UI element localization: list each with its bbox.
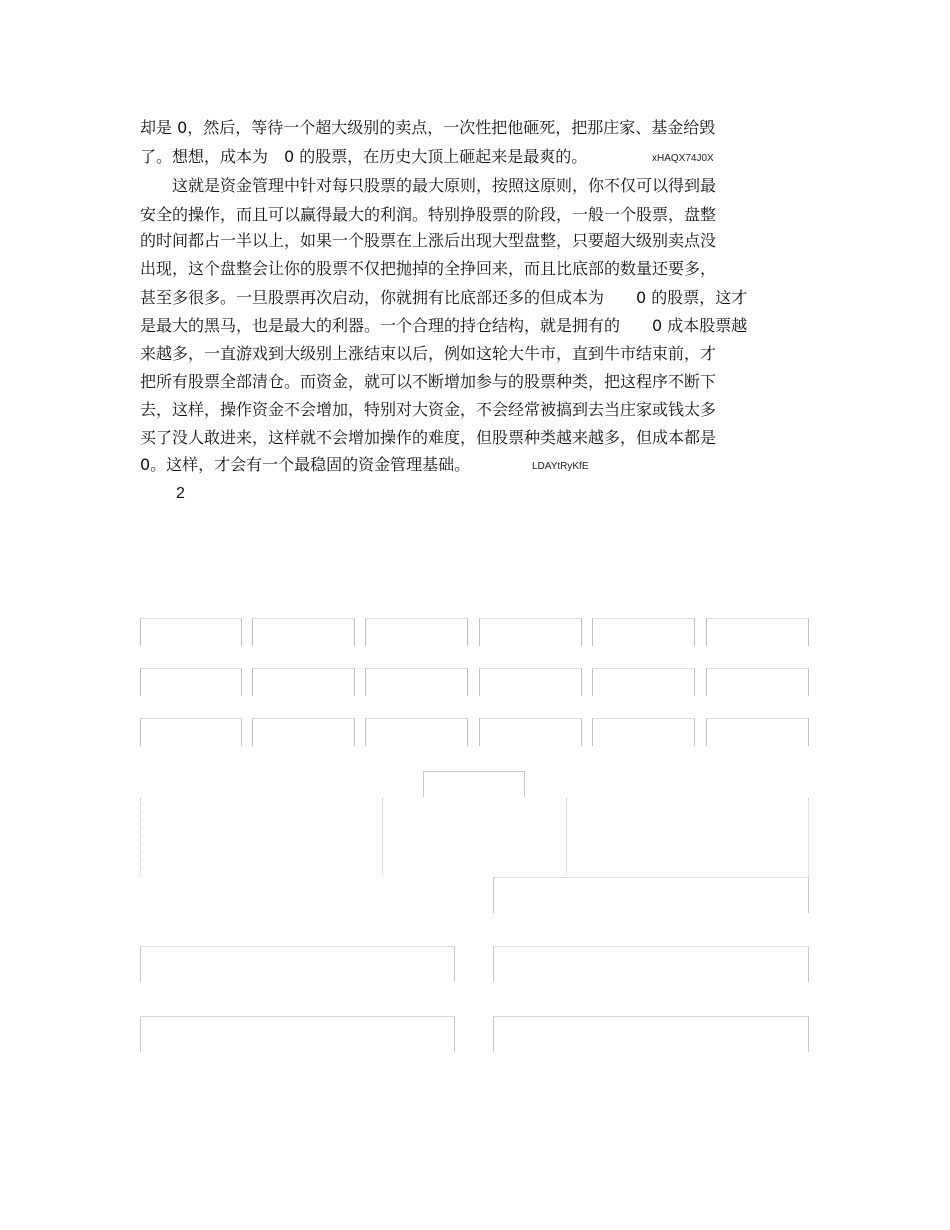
table-cell <box>140 718 242 746</box>
text-line-10: 把所有股票全部清仓。而资金，就可以不断增加参与的股票种类，把这程序不断下 <box>140 372 717 391</box>
table-cell <box>479 668 582 696</box>
table-cell <box>706 618 809 646</box>
table-cell <box>140 668 242 696</box>
page-number: 2 <box>176 485 185 502</box>
watermark-code-1: xHAQX74J0X <box>652 153 714 164</box>
form-box <box>140 946 455 982</box>
dotted-divider <box>140 798 141 876</box>
table-cell <box>592 668 695 696</box>
table-cell <box>365 618 468 646</box>
table-cell <box>479 718 582 746</box>
text-line-5: 的时间都占一半以上，如果一个股票在上涨后出现大型盘整，只要超大级别卖点没 <box>140 231 717 250</box>
table-cell <box>479 618 582 646</box>
table-cell <box>252 618 355 646</box>
center-box <box>423 771 525 797</box>
table-cell <box>365 668 468 696</box>
table-cell <box>365 718 468 746</box>
table-cell <box>252 668 355 696</box>
text-line-7: 甚至多很多。一旦股票再次启动，你就拥有比底部还多的但成本为 0 的股票，这才 <box>140 288 748 307</box>
text-line-2: 了。想想，成本为 0 的股票，在历史大顶上砸起来是最爽的。 <box>140 147 588 166</box>
dotted-divider <box>382 798 383 876</box>
form-box <box>493 1016 809 1052</box>
dotted-divider <box>566 798 567 876</box>
dotted-divider <box>808 798 809 876</box>
text-line-9: 来越多，一直游戏到大级别上涨结束以后，例如这轮大牛市，直到牛市结束前，才 <box>140 344 717 363</box>
table-cell <box>592 618 695 646</box>
text-line-11: 去，这样，操作资金不会增加，特别对大资金，不会经常被搞到去当庄家或钱太多 <box>140 400 717 419</box>
form-box <box>493 946 809 982</box>
text-line-3: 这就是资金管理中针对每只股票的最大原则，按照这原则，你不仅可以得到最 <box>140 176 717 195</box>
table-cell <box>252 718 355 746</box>
form-box <box>140 1016 455 1052</box>
watermark-code-2: LDAYtRyKfE <box>532 461 589 472</box>
form-box <box>493 877 809 913</box>
table-cell <box>706 668 809 696</box>
text-line-1: 却是 0，然后，等待一个超大级别的卖点，一次性把他砸死，把那庄家、基金给毁 <box>140 118 716 137</box>
table-cell <box>592 718 695 746</box>
text-line-6: 出现，这个盘整会让你的股票不仅把抛掉的全挣回来，而且比底部的数量还要多， <box>140 259 717 278</box>
text-line-12: 买了没人敢进来，这样就不会增加操作的难度，但股票种类越来越多，但成本都是 <box>140 428 717 447</box>
text-line-4: 安全的操作，而且可以赢得最大的利润。特别挣股票的阶段，一般一个股票，盘整 <box>140 205 717 224</box>
text-line-13: 0。这样，才会有一个最稳固的资金管理基础。 <box>140 455 471 474</box>
table-cell <box>706 718 809 746</box>
text-line-8: 是最大的黑马，也是最大的利器。一个合理的持仓结构，就是拥有的 0 成本股票越 <box>140 316 748 335</box>
table-cell <box>140 618 242 646</box>
